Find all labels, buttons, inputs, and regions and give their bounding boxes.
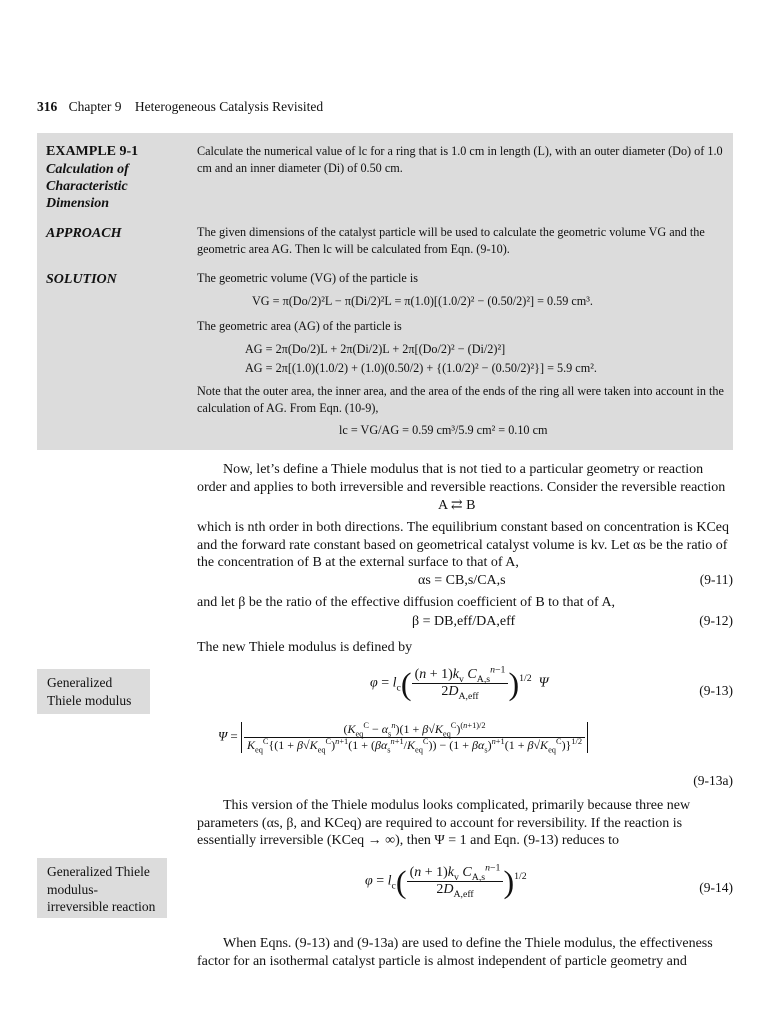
- example-title-line2: Characteristic: [46, 179, 128, 194]
- chapter-label: Chapter 9: [68, 99, 122, 114]
- approach-text: The given dimensions of the catalyst particle will be used to calculate the geometric volume VG and the geometric area AG. Then lc will be calculated from Eqn. (9-10).: [197, 225, 705, 256]
- paragraph-6: When Eqns. (9-13) and (9-13a) are used to define the Thiele modulus, the effectiveness factor for an isothermal catalyst particle is almost independent of particle geometry and: [197, 936, 713, 969]
- running-header: [37, 99, 323, 115]
- note-text: Note that the outer area, the inner area, and the area of the ends of the ring all were taken into account in the calculation of AG. From Eqn. (10-9),: [197, 384, 724, 415]
- solution-label: SOLUTION: [46, 272, 117, 287]
- equation-area-numeric: AG = 2π[(1.0)(1.0/2) + (1.0)(0.50/2) + {(1.0/2)² − (0.50/2)²}] = 5.9 cm².: [245, 361, 597, 375]
- example-number: EXAMPLE 9-1: [46, 144, 139, 159]
- area-intro: The geometric area (AG) of the particle is: [197, 319, 402, 333]
- paragraph-5: This version of the Thiele modulus looks complicated, primarily because three new parameters (αs, β, and KCeq) are required to account for reversibility. If the reaction is essentially irreversible (KCeq → ∞), then Ψ = 1 and Eqn. (9-13) reduces to: [197, 798, 691, 848]
- equation-number-9-12: (9-12): [699, 613, 733, 628]
- equation-area-symbolic: AG = 2π(Do/2)L + 2π(Di/2)L + 2π[(Do/2)² − (Di/2)²]: [245, 342, 506, 356]
- reaction-equation: A ⇄ B: [438, 498, 476, 513]
- equation-9-13a: Ψ = $(K_{eq}^C - \alpha_s^n)(1 + \beta√K_{eq}^C)^{(n+1)/2}$ $K_{eq}^C\{(1 + \beta√K_{eq}^C)^{n+1}(1 + (\beta\alpha_s^{n+1}/K_{eq}^C)) - (1 + \beta\alpha_s)^{n+1}(1 + \beta√K_{eq}^C)\}^{1/2}$: [218, 722, 588, 753]
- paragraph-4: The new Thiele modulus is defined by: [197, 640, 413, 655]
- paragraph-3: and let β be the ratio of the effective diffusion coefficient of B to that of A,: [197, 595, 616, 610]
- side-label-irreversible: Generalized Thiele modulus-irreversible reaction: [37, 858, 167, 918]
- equation-beta: β = DB,eff/DA,eff: [412, 614, 516, 629]
- chapter-title: Heterogeneous Catalysis Revisited: [134, 99, 324, 114]
- equation-lc: lc = VG/AG = 0.59 cm³/5.9 cm² = 0.10 cm: [339, 423, 548, 437]
- approach-label: APPROACH: [46, 226, 122, 241]
- equation-number-9-13: (9-13): [699, 683, 733, 698]
- equation-number-9-14: (9-14): [699, 880, 733, 895]
- side-label-generalized: Generalized Thiele modulus: [37, 669, 150, 714]
- example-problem: Calculate the numerical value of lc for a ring that is 1.0 cm in length (L), with an outer diameter (Do) of 1.0 cm and an inner diameter (Di) of 0.50 cm.: [197, 144, 723, 175]
- page-number: 316: [37, 99, 58, 114]
- paragraph-1: Now, let’s define a Thiele modulus that is not tied to a particular geometry or reaction order and applies to both irreversible and reversible reactions. Consider the reversible reaction: [197, 462, 726, 495]
- equation-9-13: $\varphi = l_c$( $\frac{(n + 1)k_v C_{A,s}^{n-1}}{2D_{A,eff}}$ )$^{1/2}$ Ψ: [370, 664, 549, 702]
- solution-intro: The geometric volume (VG) of the particle is: [197, 271, 418, 285]
- equation-volume: VG = π(Do/2)²L − π(Di/2)²L = π(1.0)[(1.0/2)² − (0.50/2)²] = 0.59 cm³.: [252, 294, 593, 308]
- paragraph-2: which is nth order in both directions. The equilibrium constant based on concentration is KCeq and the forward rate constant based on geometrical catalyst volume is kv. Let αs be the ratio of the concentration of B at the external surface to that of A,: [197, 520, 730, 570]
- example-title-line1: Calculation of: [46, 162, 129, 177]
- equation-alpha: αs = CB,s/CA,s: [418, 573, 506, 588]
- equation-number-9-13a: (9-13a): [693, 773, 733, 788]
- equation-9-14: $\varphi = l_c$( $\frac{(n + 1)k_v C_{A,s}^{n-1}}{2D_{A,eff}}$ )$^{1/2}$: [365, 862, 527, 900]
- equation-number-9-11: (9-11): [699, 572, 733, 587]
- example-title-line3: Dimension: [46, 196, 110, 211]
